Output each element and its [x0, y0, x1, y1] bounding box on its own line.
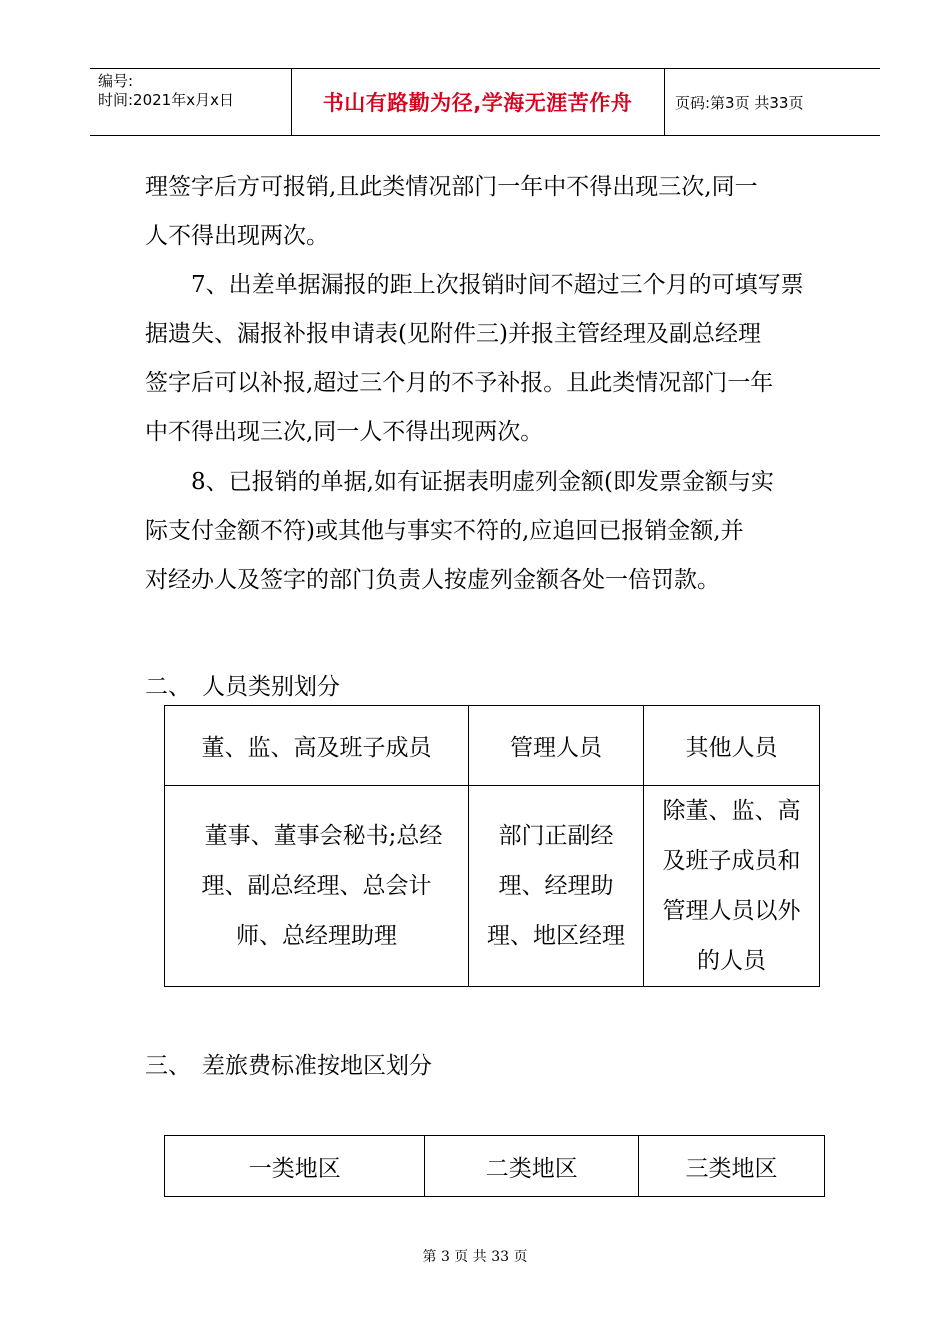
- table-header-row: [165, 706, 820, 786]
- paragraph-line: 人不得出现两次。: [145, 223, 329, 249]
- section-heading: [145, 668, 340, 701]
- section-heading: [145, 1047, 432, 1080]
- paragraph-line: 签字后可以补报,超过三个月的不予补报。且此类情况部门一年: [145, 370, 774, 396]
- paragraph-line: 理签字后方可报销,且此类情况部门一年中不得出现三次,同一: [145, 174, 758, 200]
- section-title: 差旅费标准按地区划分: [202, 1053, 432, 1079]
- section-number: 二、: [145, 674, 191, 700]
- paragraph-line: 8、已报销的单据,如有证据表明虚列金额(即发票金额与实: [191, 469, 774, 495]
- page-header: [90, 68, 880, 136]
- cell-line: 理、经理助: [498, 873, 614, 899]
- paragraph-line: 中不得出现三次,同一人不得出现两次。: [145, 419, 544, 445]
- cell-line: 理、副总经理、总会计: [201, 873, 432, 899]
- region-category-table: [164, 1135, 825, 1197]
- paragraph-line: 7、出差单据漏报的距上次报销时间不超过三个月的可填写票: [191, 272, 804, 298]
- header-divider: [664, 68, 665, 136]
- table-header-cell: 一类地区: [165, 1136, 425, 1197]
- paragraph-line: 据遗失、漏报补报申请表(见附件三)并报主管经理及副总经理: [145, 321, 761, 347]
- section-title: 人员类别划分: [202, 674, 340, 700]
- cell-line: 部门正副经: [498, 823, 614, 849]
- personnel-category-table: [164, 705, 820, 987]
- cell-line: 师、总经理助理: [236, 923, 398, 949]
- header-time-label: 时间:2021年x月x日: [98, 91, 234, 109]
- paragraph: [145, 261, 835, 457]
- page-footer: 第 3 页 共 33 页: [422, 1249, 528, 1265]
- paragraph: [145, 458, 835, 605]
- cell-line: 及班子成员和: [662, 848, 801, 874]
- header-meta: [98, 72, 234, 110]
- section-number: 三、: [145, 1053, 191, 1079]
- header-motto: 书山有路勤为径,学海无涯苦作舟: [322, 91, 633, 115]
- table-header-cell: 二类地区: [425, 1136, 639, 1197]
- paragraph-line: 对经办人及签字的部门负责人按虚列金额各处一倍罚款。: [145, 567, 720, 593]
- cell-line: 董事、董事会秘书;总经: [204, 823, 443, 849]
- cell-line: 理、地区经理: [487, 923, 626, 949]
- table-header-cell: 三类地区: [639, 1136, 825, 1197]
- table-cell: [165, 786, 469, 987]
- header-page-info: 页码:第3页 共33页: [675, 93, 804, 112]
- table-header-cell: 董、监、高及班子成员: [165, 706, 469, 786]
- paragraph: [145, 163, 835, 261]
- table-row: [165, 786, 820, 987]
- paragraph-line: 际支付金额不符)或其他与事实不符的,应追回已报销金额,并: [145, 518, 744, 544]
- table-cell: [644, 786, 820, 987]
- table-cell: [469, 786, 644, 987]
- cell-line: 的人员: [697, 948, 766, 974]
- table-header-row: [165, 1136, 825, 1197]
- cell-line: 管理人员以外: [662, 898, 801, 924]
- header-number-label: 编号:: [98, 72, 134, 90]
- table-header-cell: 其他人员: [644, 706, 820, 786]
- table-header-cell: 管理人员: [469, 706, 644, 786]
- cell-line: 除董、监、高: [662, 798, 801, 824]
